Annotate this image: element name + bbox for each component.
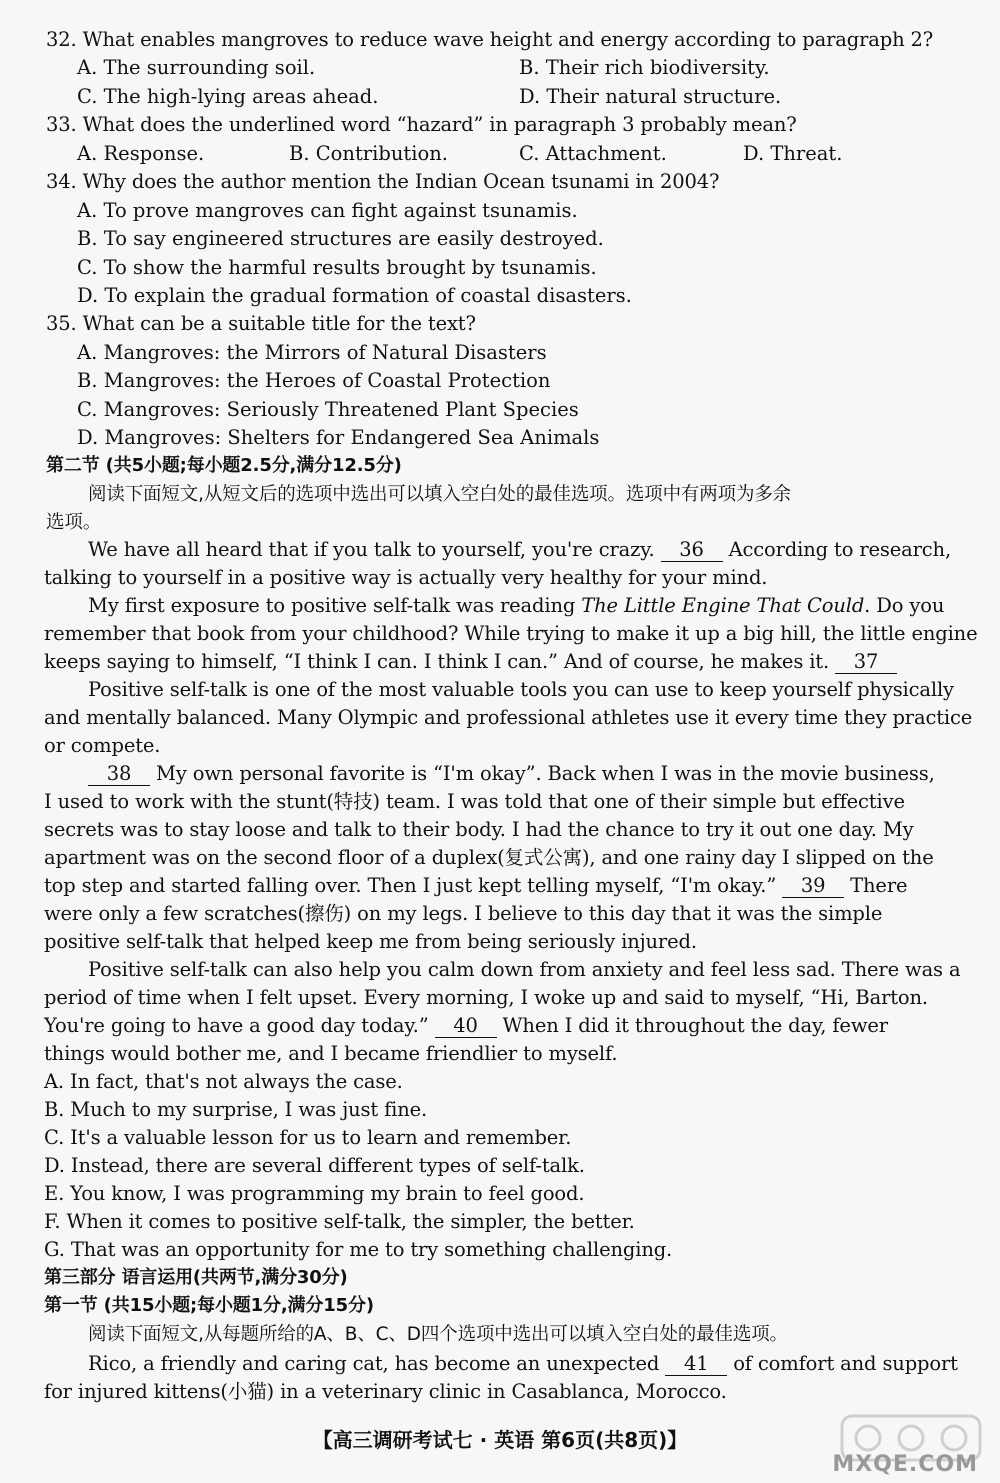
part3-section1-heading: 第一节 (共15小题;每小题1分,满分15分) xyxy=(44,1295,374,1316)
page-footer: 【高三调研考试七 · 英语 第6页(共8页)】 xyxy=(312,1428,688,1452)
q35-option-d: D. Mangroves: Shelters for Endangered Sea Animals xyxy=(77,426,600,449)
q35-option-b: B. Mangroves: the Heroes of Coastal Protection xyxy=(77,369,551,392)
passage-line xyxy=(44,648,903,676)
passage-line xyxy=(88,592,944,620)
passage-line: Positive self-talk is one of the most valuable tools you can use to keep yourself physically xyxy=(88,678,954,701)
q32-stem: 32. What enables mangroves to reduce wave height and energy according to paragraph 2? xyxy=(46,28,934,51)
option-b: B. Much to my surprise, I was just fine. xyxy=(44,1098,428,1121)
q34-stem: 34. Why does the author mention the Indian Ocean tsunami in 2004? xyxy=(46,170,720,193)
blank-38: 38 xyxy=(88,763,150,786)
passage-line: and mentally balanced. Many Olympic and professional athletes use it every time they practice xyxy=(44,706,973,729)
passage-line: things would bother me, and I became friendlier to myself. xyxy=(44,1042,618,1065)
part3-heading: 第三部分 语言运用(共两节,满分30分) xyxy=(44,1267,348,1288)
passage-text: When I did it throughout the day, fewer xyxy=(502,1014,888,1037)
option-f: F. When it comes to positive self-talk, the simpler, the better. xyxy=(44,1210,635,1233)
blank-39: 39 xyxy=(782,875,844,898)
passage-line xyxy=(84,760,935,788)
watermark-text: MXQE.COM xyxy=(832,1452,978,1477)
q35-stem: 35. What can be a suitable title for the text? xyxy=(46,312,476,335)
passage-line xyxy=(88,1350,958,1378)
passage-text: . Do you xyxy=(864,594,945,617)
option-a: A. In fact, that's not always the case. xyxy=(44,1070,403,1093)
passage-line: for injured kittens(小猫) in a veterinary clinic in Casablanca, Morocco. xyxy=(44,1380,727,1403)
blank-37: 37 xyxy=(835,651,897,674)
q32-option-c: C. The high-lying areas ahead. xyxy=(77,85,379,108)
passage-text: You're going to have a good day today.” xyxy=(44,1014,429,1037)
q34-option-d: D. To explain the gradual formation of coastal disasters. xyxy=(77,284,632,307)
blank-40: 40 xyxy=(435,1015,497,1038)
passage-line: remember that book from your childhood? While trying to make it up a big hill, the little engine xyxy=(44,622,978,645)
q35-option-a: A. Mangroves: the Mirrors of Natural Disasters xyxy=(77,341,547,364)
passage-line xyxy=(44,872,907,900)
passage-text: keeps saying to himself, “I think I can. I think I can.” And of course, he makes it. xyxy=(44,650,830,673)
q32-option-a: A. The surrounding soil. xyxy=(77,56,316,79)
q32-option-b: B. Their rich biodiversity. xyxy=(519,56,770,79)
passage-line: positive self-talk that helped keep me from being seriously injured. xyxy=(44,930,697,953)
section2-instruction-line2: 选项。 xyxy=(46,512,102,533)
passage-line: I used to work with the stunt(特技) team. I was told that one of their simple but effective xyxy=(44,790,905,813)
passage-text: My own personal favorite is “I'm okay”. Back when I was in the movie business, xyxy=(156,762,935,785)
q32-option-d: D. Their natural structure. xyxy=(519,85,782,108)
q35-option-c: C. Mangroves: Seriously Threatened Plant Species xyxy=(77,398,579,421)
part3-instruction: 阅读下面短文,从每题所给的A、B、C、D四个选项中选出可以填入空白处的最佳选项。 xyxy=(88,1324,788,1345)
q33-option-d: D. Threat. xyxy=(743,142,843,165)
q33-stem: 33. What does the underlined word “hazard” in paragraph 3 probably mean? xyxy=(46,113,797,136)
q34-option-c: C. To show the harmful results brought by tsunamis. xyxy=(77,256,597,279)
passage-line: or compete. xyxy=(44,734,161,757)
q34-option-b: B. To say engineered structures are easily destroyed. xyxy=(77,227,604,250)
passage-text: My first exposure to positive self-talk was reading xyxy=(88,594,576,617)
passage-line: period of time when I felt upset. Every morning, I woke up and said to myself, “Hi, Barton. xyxy=(44,986,928,1009)
passage-line: Positive self-talk can also help you calm down from anxiety and feel less sad. There was a xyxy=(88,958,961,981)
passage-text: of comfort and support xyxy=(733,1352,958,1375)
passage-text: top step and started falling over. Then I just kept telling myself, “I'm okay.” xyxy=(44,874,777,897)
q33-option-a: A. Response. xyxy=(77,142,205,165)
passage-line: talking to yourself in a positive way is actually very healthy for your mind. xyxy=(44,566,768,589)
option-g: G. That was an opportunity for me to try something challenging. xyxy=(44,1238,673,1261)
q33-option-c: C. Attachment. xyxy=(519,142,667,165)
passage-line xyxy=(88,536,951,564)
section2-heading: 第二节 (共5小题;每小题2.5分,满分12.5分) xyxy=(46,455,402,476)
option-d: D. Instead, there are several different types of self-talk. xyxy=(44,1154,585,1177)
passage-line xyxy=(44,1012,888,1040)
passage-line: secrets was to stay loose and talk to their body. I had the chance to try it out one day. My xyxy=(44,818,914,841)
blank-41: 41 xyxy=(665,1353,727,1376)
book-title: The Little Engine That Could xyxy=(581,594,865,617)
passage-text: According to research, xyxy=(728,538,952,561)
passage-line: were only a few scratches(擦伤) on my legs. I believe to this day that it was the simple xyxy=(44,902,883,925)
option-c: C. It's a valuable lesson for us to learn and remember. xyxy=(44,1126,572,1149)
section2-instruction-line1: 阅读下面短文,从短文后的选项中选出可以填入空白处的最佳选项。选项中有两项为多余 xyxy=(88,484,792,505)
blank-36: 36 xyxy=(661,539,723,562)
option-e: E. You know, I was programming my brain to feel good. xyxy=(44,1182,585,1205)
q33-option-b: B. Contribution. xyxy=(289,142,448,165)
q34-option-a: A. To prove mangroves can fight against tsunamis. xyxy=(77,199,578,222)
passage-text: There xyxy=(850,874,908,897)
passage-line: apartment was on the second floor of a duplex(复式公寓), and one rainy day I slipped on the xyxy=(44,846,934,869)
passage-text: Rico, a friendly and caring cat, has become an unexpected xyxy=(88,1352,660,1375)
passage-text: We have all heard that if you talk to yourself, you're crazy. xyxy=(88,538,655,561)
